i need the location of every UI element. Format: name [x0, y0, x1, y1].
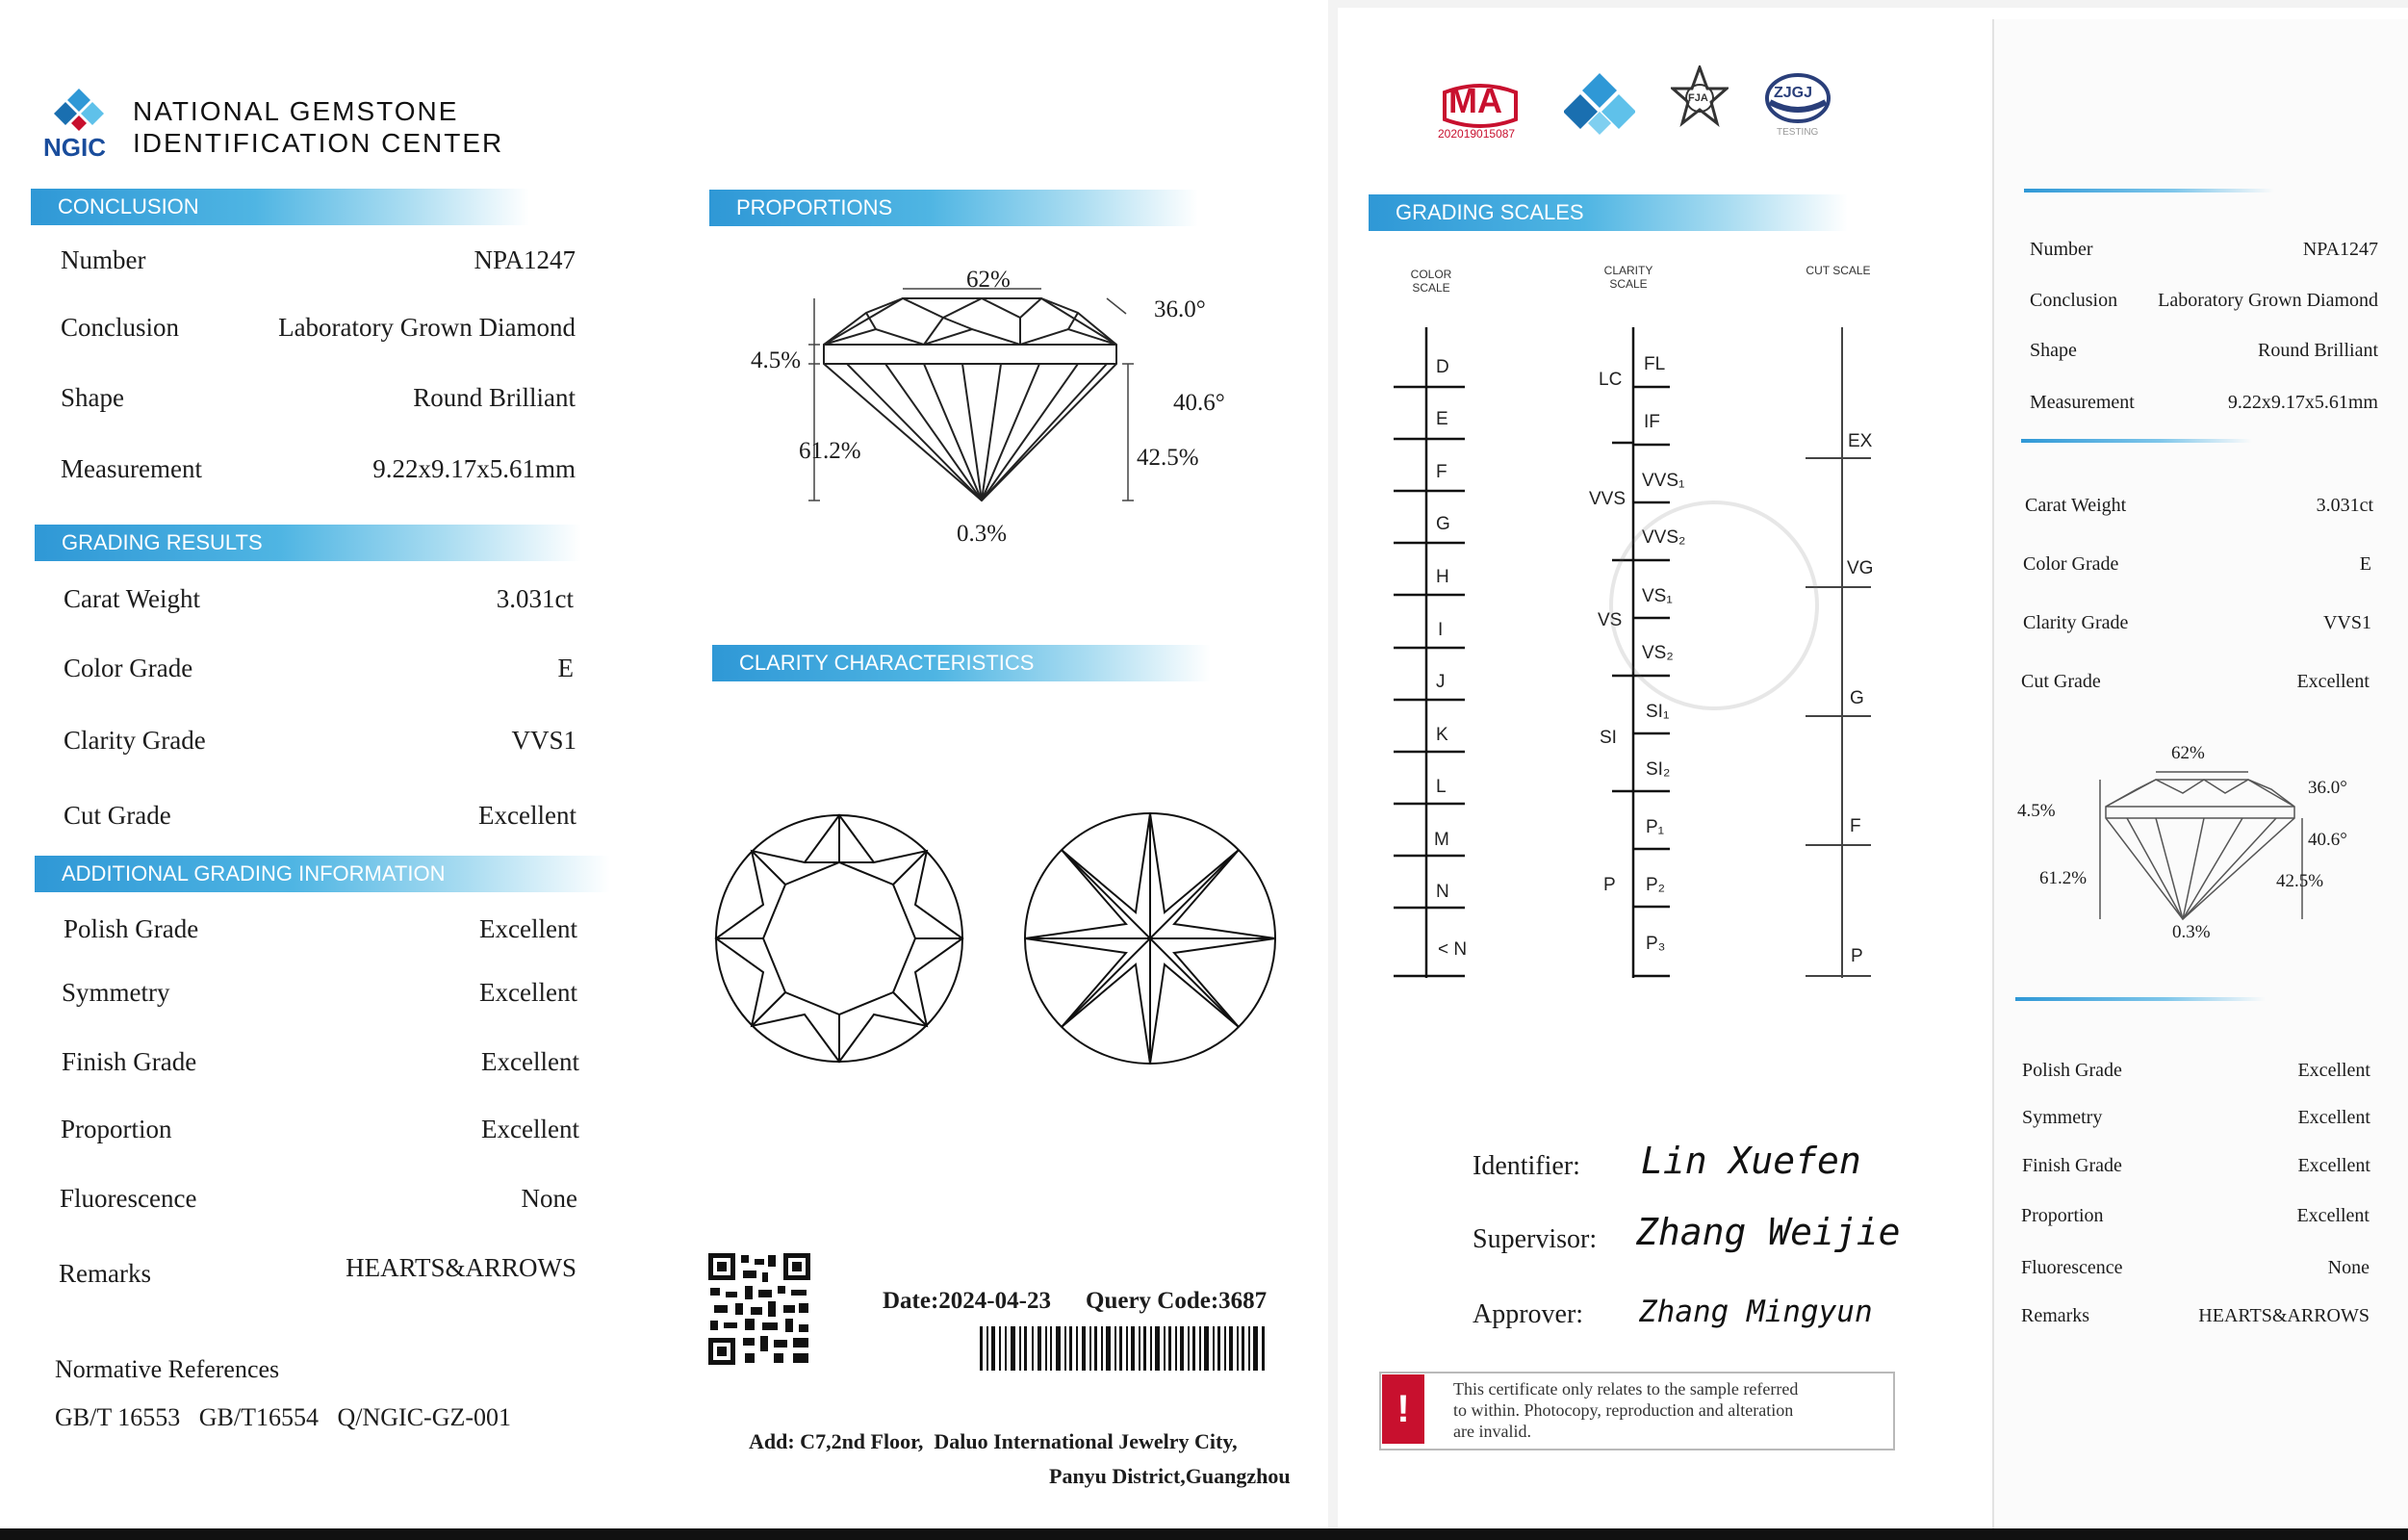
prop-pavilion-depth-label: 42.5% — [1137, 445, 1199, 471]
cut-scale-header: CUT SCALE — [1806, 264, 1871, 277]
row-label: Clarity Grade — [2023, 612, 2129, 633]
row-value: Laboratory Grown Diamond — [2158, 290, 2378, 311]
row-label: Carat Weight — [64, 584, 201, 613]
row-label: Proportion — [2021, 1205, 2104, 1226]
pavilion-plot-diagram — [1020, 807, 1280, 1071]
row-value: Excellent — [479, 914, 577, 943]
row-value: Excellent — [2297, 1155, 2370, 1176]
summary-prop-total-depth: 61.2% — [2039, 868, 2088, 888]
official-seal-stamp — [1609, 500, 1819, 710]
cut-grade-p: P — [1851, 946, 1863, 966]
normative-title: Normative References — [55, 1355, 280, 1383]
org-name-line2: IDENTIFICATION CENTER — [133, 128, 504, 158]
clarity-grade-fl: FL — [1644, 354, 1666, 374]
logo-abbr: NGIC — [43, 133, 106, 162]
row-label: Number — [61, 245, 146, 274]
summary-prop-culet: 0.3% — [2172, 922, 2211, 942]
color-grade-d: D — [1436, 357, 1449, 377]
row-value: 9.22x9.17x5.61mm — [372, 454, 576, 483]
clarity-group-lc: LC — [1599, 370, 1623, 390]
clarity-grade-if: IF — [1644, 412, 1660, 432]
identifier-label: Identifier: — [1473, 1151, 1580, 1181]
row-label: Remarks — [2021, 1305, 2090, 1326]
identifier-signature: Lin Xuefen — [1641, 1140, 1861, 1182]
clarity-grade-vvs1: VVS₁ — [1642, 471, 1685, 491]
prop-girdle-label: 4.5% — [751, 347, 802, 373]
row-label: Carat Weight — [2025, 495, 2127, 516]
warning-icon: ! — [1382, 1374, 1424, 1444]
row-value: E — [557, 654, 574, 682]
color-grade-h: H — [1436, 567, 1449, 587]
row-value: Excellent — [481, 1047, 579, 1076]
page-bottom-edge — [0, 1528, 2408, 1540]
row-value: Round Brilliant — [413, 383, 576, 412]
clarity-scale-header: CLARITY SCALE — [1603, 264, 1653, 291]
grading-scales-banner: GRADING SCALES — [1369, 194, 1848, 231]
row-value: Laboratory Grown Diamond — [278, 313, 576, 342]
row-label: Symmetry — [2022, 1107, 2103, 1128]
row-label: Number — [2030, 239, 2093, 260]
color-grade-f: F — [1436, 462, 1447, 482]
row-value: E — [2359, 553, 2371, 575]
prop-crown-angle-label: 36.0° — [1154, 296, 1206, 322]
color-grade-n: N — [1436, 882, 1449, 902]
summary-prop-table: 62% — [2171, 743, 2205, 763]
row-label: Measurement — [2030, 392, 2135, 413]
row-value: VVS1 — [511, 726, 576, 755]
cut-grade-g: G — [1850, 688, 1864, 708]
row-value: Excellent — [2296, 1205, 2370, 1226]
row-label: Proportion — [61, 1115, 172, 1143]
clarity-grade-vs2: VS₂ — [1642, 643, 1674, 663]
clarity-group-p: P — [1603, 875, 1616, 895]
disclaimer-line2: to within. Photocopy, reproduction and alteration — [1453, 1400, 1794, 1420]
row-value: 3.031ct — [2316, 495, 2373, 516]
clarity-characteristics-banner: CLARITY CHARACTERISTICS — [712, 645, 1211, 681]
additional-info-banner: ADDITIONAL GRADING INFORMATION — [35, 856, 610, 892]
normative-refs: GB/T 16553 GB/T16554 Q/NGIC-GZ-001 — [55, 1403, 512, 1431]
row-label: Finish Grade — [62, 1047, 197, 1076]
approver-signature: Zhang Mingyun — [1639, 1295, 1873, 1329]
crown-plot-diagram — [712, 807, 967, 1071]
qr-code-icon — [706, 1251, 812, 1367]
cut-grade-ex: EX — [1848, 431, 1873, 451]
color-grade-e: E — [1436, 409, 1448, 429]
row-label: Shape — [2030, 340, 2077, 361]
row-label: Clarity Grade — [64, 726, 206, 755]
row-label: Color Grade — [64, 654, 193, 682]
cut-scale-rail — [1800, 327, 1877, 982]
row-label: Cut Grade — [64, 801, 171, 830]
row-value: Excellent — [479, 978, 577, 1007]
zjgj-badge-text: ZJGJ — [1774, 85, 1813, 101]
clarity-grade-si1: SI₁ — [1646, 702, 1670, 722]
color-grade-m: M — [1434, 830, 1449, 850]
clarity-grade-p3: P₃ — [1646, 934, 1666, 954]
color-grade-l: L — [1436, 777, 1447, 797]
cma-badge-sub: 202019015087 — [1438, 127, 1516, 141]
row-value: None — [521, 1184, 577, 1213]
row-value: Excellent — [481, 1115, 579, 1143]
row-label: Fluorescence — [2021, 1257, 2123, 1278]
clarity-grade-vs1: VS₁ — [1642, 586, 1673, 606]
clarity-group-vvs: VVS — [1589, 489, 1627, 509]
clarity-grade-p2: P₂ — [1646, 875, 1666, 895]
disclaimer-line3: are invalid. — [1453, 1422, 1531, 1441]
row-value: VVS1 — [2322, 612, 2371, 633]
row-value: 9.22x9.17x5.61mm — [2227, 392, 2378, 413]
color-grade-i: I — [1438, 620, 1444, 640]
clarity-group-vs: VS — [1598, 610, 1623, 630]
barcode-icon — [980, 1326, 1267, 1371]
summary-lower-rule — [2015, 997, 2266, 1001]
approver-label: Approver: — [1473, 1299, 1584, 1329]
color-grade-below-n: < N — [1438, 939, 1468, 960]
color-grade-g: G — [1436, 514, 1450, 534]
color-grade-k: K — [1436, 725, 1448, 745]
row-label: Conclusion — [2030, 290, 2118, 311]
row-label: Polish Grade — [64, 914, 199, 943]
cma-badge-text: MA — [1448, 81, 1502, 120]
summary-prop-pavilion-depth: 42.5% — [2276, 871, 2324, 891]
prop-table-label: 62% — [966, 267, 1011, 293]
color-scale-rail — [1392, 327, 1469, 982]
summary-prop-crown-angle: 36.0° — [2308, 778, 2347, 798]
row-label: Color Grade — [2023, 553, 2119, 575]
row-label: Remarks — [59, 1259, 151, 1288]
cut-grade-vg: VG — [1847, 558, 1874, 578]
cut-grade-f: F — [1850, 816, 1861, 836]
clarity-grade-p1: P₁ — [1646, 817, 1665, 837]
summary-prop-girdle: 4.5% — [2017, 801, 2056, 821]
prop-pavilion-angle-label: 40.6° — [1173, 390, 1225, 416]
supervisor-label: Supervisor: — [1473, 1224, 1598, 1254]
summary-mid-rule — [2021, 439, 2252, 443]
prop-culet-label: 0.3% — [957, 521, 1008, 547]
clarity-group-si: SI — [1600, 728, 1617, 748]
ngic-logo-icon — [50, 89, 108, 137]
row-value: Excellent — [2297, 1107, 2370, 1128]
grading-results-banner: GRADING RESULTS — [35, 525, 581, 561]
row-value: NPA1247 — [474, 245, 576, 274]
row-value: Excellent — [478, 801, 576, 830]
clarity-grade-si2: SI₂ — [1646, 759, 1671, 780]
supervisor-signature: Zhang Weijie — [1636, 1211, 1901, 1253]
issue-date: Date:2024-04-23 — [883, 1288, 1051, 1314]
disclaimer-line1: This certificate only relates to the sample referred — [1453, 1379, 1799, 1399]
row-label: Finish Grade — [2022, 1155, 2122, 1176]
summary-top-rule — [2024, 189, 2274, 192]
prop-total-depth-label: 61.2% — [799, 438, 861, 464]
ngic-badge-icon — [1564, 73, 1635, 135]
color-grade-j: J — [1436, 672, 1446, 692]
row-label: Conclusion — [61, 313, 180, 342]
zjgj-badge-sub: TESTING — [1777, 127, 1819, 138]
row-label: Polish Grade — [2022, 1060, 2122, 1081]
query-code: Query Code:3687 — [1086, 1288, 1268, 1314]
fja-badge-text: FJA — [1688, 92, 1708, 104]
row-label: Measurement — [61, 454, 202, 483]
row-value: NPA1247 — [2302, 239, 2378, 260]
row-label: Shape — [61, 383, 124, 412]
org-name-line1: NATIONAL GEMSTONE — [133, 96, 459, 126]
proportions-banner: PROPORTIONS — [709, 190, 1198, 226]
row-label: Fluorescence — [60, 1184, 197, 1213]
row-value: HEARTS&ARROWS — [346, 1253, 576, 1282]
row-value: HEARTS&ARROWS — [2198, 1305, 2370, 1326]
row-label: Cut Grade — [2021, 671, 2101, 692]
row-value: Excellent — [2296, 671, 2370, 692]
address-line2: Panyu District,Guangzhou — [1049, 1464, 1291, 1488]
color-scale-header: COLOR SCALE — [1410, 268, 1452, 295]
row-label: Symmetry — [62, 978, 170, 1007]
clarity-grade-vvs2: VVS₂ — [1642, 527, 1686, 548]
conclusion-banner: CONCLUSION — [31, 189, 529, 225]
row-value: Excellent — [2297, 1060, 2370, 1081]
row-value: Round Brilliant — [2258, 340, 2378, 361]
row-value: None — [2327, 1257, 2370, 1278]
row-value: 3.031ct — [496, 584, 574, 613]
address-line1: Add: C7,2nd Floor, Daluo International Jewelry City, — [749, 1429, 1238, 1453]
summary-prop-pavilion-angle: 40.6° — [2308, 830, 2347, 850]
